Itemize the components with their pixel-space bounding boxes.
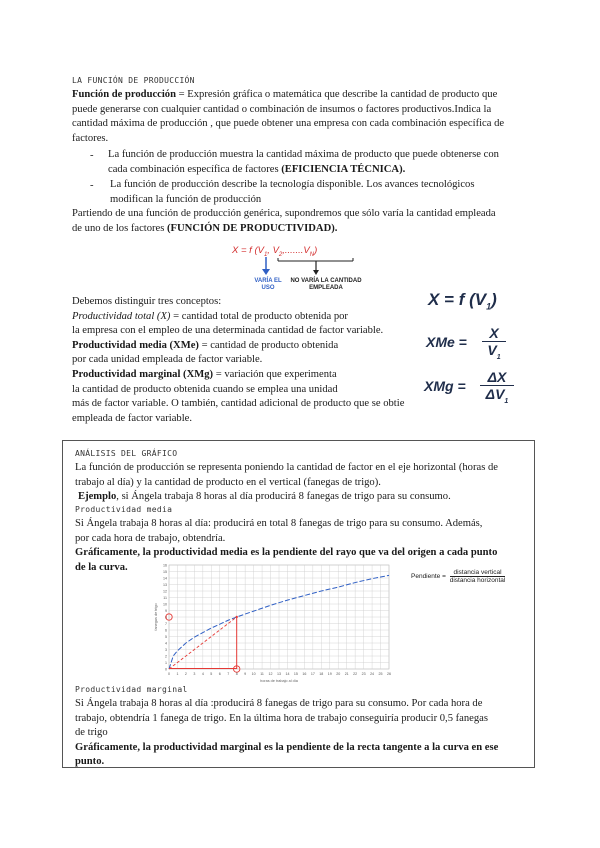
pmg-line2: la cantidad de producto obtenida cuando se emplea una unidad bbox=[72, 383, 338, 395]
y-tick-label: 5 bbox=[165, 634, 167, 639]
y-tick-label: 15 bbox=[163, 569, 167, 574]
box-p3-line2: trabajo, obtendría 1 fanega de trigo. En la última hora de trabajo conseguiría producir 0,5 fanegas bbox=[75, 712, 489, 724]
x-tick-label: 21 bbox=[344, 672, 349, 676]
section-heading: LA FUNCIÓN DE PRODUCCIÓN bbox=[72, 76, 195, 85]
f2-num: X bbox=[489, 325, 499, 341]
x-tick-label: 7 bbox=[227, 672, 230, 676]
y-tick-label: 6 bbox=[165, 628, 167, 633]
y-tick-label: 9 bbox=[165, 608, 167, 613]
box-heading-media: Productividad media bbox=[75, 505, 173, 514]
intro-line4: factores. bbox=[72, 132, 109, 144]
box-paragraph-1 bbox=[75, 461, 530, 505]
f3-densub: 1 bbox=[504, 397, 509, 405]
formula-arrows bbox=[228, 255, 368, 277]
f1-a: X = f bbox=[428, 290, 465, 309]
formula-marginal-fraction bbox=[480, 370, 514, 410]
f2-densub: 1 bbox=[496, 353, 501, 361]
x-tick-label: 12 bbox=[268, 672, 273, 676]
pt-term: Productividad total (X) bbox=[72, 310, 171, 322]
label-varia: VARÍA EL USO bbox=[254, 278, 282, 291]
f3-den: ΔV bbox=[485, 386, 505, 402]
production-chart bbox=[151, 559, 395, 683]
formula-expr: X = f (V bbox=[232, 245, 264, 256]
x-tick-label: 9 bbox=[244, 672, 247, 676]
y-tick-label: 16 bbox=[163, 563, 167, 568]
pmg-line4: empleada de factor variable. bbox=[72, 412, 192, 424]
box-heading-marginal: Productividad marginal bbox=[75, 685, 188, 694]
formulas-image bbox=[418, 286, 526, 414]
bullet-line1: La función de producción muestra la cantidad máxima de producto que puede obtenerse con bbox=[108, 149, 499, 160]
x-tick-label: 18 bbox=[319, 672, 324, 676]
pendiente-label: Pendiente = bbox=[411, 573, 446, 580]
box-p1-line1: La función de producción se representa poniendo la cantidad de factor en el eje horizontal (horas de bbox=[75, 462, 498, 473]
f3-num: ΔX bbox=[487, 369, 507, 385]
formula-sub1: 1 bbox=[263, 251, 268, 258]
box-p2-bold1: Gráficamente, la productividad media es la pendiente del rayo que va del origen a cada punto bbox=[75, 547, 498, 559]
y-tick-label: 1 bbox=[165, 660, 167, 665]
box-paragraph-3 bbox=[75, 697, 530, 770]
partiendo-bold: (FUNCIÓN DE PRODUCTIVIDAD). bbox=[167, 222, 338, 234]
f1-c: ) bbox=[491, 290, 497, 309]
x-tick-label: 10 bbox=[251, 672, 256, 676]
intro-term: Función de producción bbox=[72, 89, 176, 100]
x-tick-label: 24 bbox=[370, 672, 375, 676]
bullet-item bbox=[110, 178, 540, 207]
ejemplo-rest: , si Ángela trabaja 8 horas al día producirá 8 fanegas de trigo para su consumo. bbox=[116, 491, 451, 503]
pt-line2: la empresa con el empleo de una determinada cantidad de factor variable. bbox=[72, 325, 384, 337]
bullet-bold: (EFICIENCIA TÉCNICA). bbox=[281, 163, 406, 175]
box-p3-line3: de trigo bbox=[75, 727, 108, 739]
y-tick-label: 11 bbox=[163, 595, 167, 600]
pme-line2: por cada unidad empleada de factor variable. bbox=[72, 354, 263, 366]
y-tick-label: 12 bbox=[163, 589, 167, 594]
conceptos-intro: Debemos distinguir tres conceptos: bbox=[72, 296, 222, 307]
f2-den: V bbox=[487, 342, 497, 358]
pt-line1: = cantidad total de producto obtenida por bbox=[170, 310, 348, 322]
f2-a: XMe = bbox=[426, 334, 467, 350]
x-tick-label: 20 bbox=[336, 672, 341, 676]
x-tick-label: 6 bbox=[218, 672, 221, 676]
y-tick-label: 0 bbox=[165, 667, 167, 672]
f1-b: (V bbox=[469, 290, 487, 309]
pendiente-num: distancia vertical bbox=[453, 569, 502, 576]
x-tick-label: 8 bbox=[235, 672, 238, 676]
x-tick-label: 3 bbox=[193, 672, 196, 676]
formula-media bbox=[426, 334, 467, 350]
bullet-line1: La función de producción describe la tecnología disponible. Los avances tecnológicos bbox=[110, 179, 475, 190]
pendiente-formula bbox=[411, 569, 505, 584]
x-tick-label: 26 bbox=[387, 672, 391, 676]
highlight-point bbox=[235, 616, 237, 618]
box-p1-line2: trabajo al día) y la cantidad de producto en el vertical (fanegas de trigo). bbox=[75, 476, 381, 488]
pmg-line1: = variación que experimenta bbox=[213, 368, 337, 380]
formula-mid: , V bbox=[267, 245, 279, 256]
analysis-box bbox=[62, 440, 535, 768]
arrow-head-right bbox=[313, 270, 319, 275]
y-tick-label: 2 bbox=[165, 654, 167, 659]
formula-subn: N bbox=[309, 251, 315, 258]
x-tick-label: 15 bbox=[293, 672, 298, 676]
bullet-dash: - bbox=[90, 150, 94, 161]
formula-rest: ,.......V bbox=[282, 245, 310, 256]
box-p2-bold2: de la curva. bbox=[75, 561, 128, 573]
pmg-line3: más de factor variable. O también, cantidad adicional de producto que se obtie bbox=[72, 398, 405, 410]
f1-sub: 1 bbox=[486, 301, 492, 312]
pendiente-den: distancia horizontal bbox=[449, 577, 506, 584]
y-axis-label: fanegas de trigo bbox=[154, 603, 158, 631]
y-tick-label: 10 bbox=[163, 602, 167, 607]
bullet-line2: modifican la función de producción bbox=[110, 193, 262, 205]
bullet-dash: - bbox=[90, 180, 94, 191]
x-tick-label: 5 bbox=[210, 672, 213, 676]
formula-total bbox=[428, 290, 497, 311]
y-tick-label: 8 bbox=[165, 615, 167, 620]
intro-line1: = Expresión gráfica o matemática que describe la cantidad de producto que bbox=[176, 89, 498, 100]
ejemplo-term: Ejemplo bbox=[78, 491, 117, 503]
x-tick-label: 1 bbox=[176, 672, 179, 676]
intro-line3: cantidad máxima de producción , que puede obtener una empresa con cada combinación específica de bbox=[72, 118, 505, 130]
x-tick-label: 19 bbox=[327, 672, 332, 676]
box-heading-analisis: ANÁLISIS DEL GRÁFICO bbox=[75, 449, 178, 458]
arrow-head-left bbox=[262, 269, 270, 275]
y-tick-label: 14 bbox=[163, 576, 167, 581]
box-p3-line1: Si Ángela trabaja 8 horas al día :producirá 8 fanegas de trigo para su consumo. Por cada hora de bbox=[75, 698, 483, 709]
intro-paragraph bbox=[72, 88, 542, 146]
formula-marginal bbox=[424, 378, 466, 394]
label-no-varia: NO VARÍA LA CANTIDAD EMPLEADA bbox=[290, 278, 362, 291]
x-tick-label: 11 bbox=[260, 672, 264, 676]
x-tick-label: 13 bbox=[277, 672, 281, 676]
pendiente-fraction bbox=[450, 569, 506, 584]
formula-diagram bbox=[228, 245, 368, 297]
y-tick-label: 4 bbox=[165, 641, 167, 646]
pmg-term: Productividad marginal (XMg) bbox=[72, 368, 214, 380]
x-tick-label: 22 bbox=[353, 672, 358, 676]
x-tick-label: 14 bbox=[285, 672, 290, 676]
partiendo-line2: de uno de los factores bbox=[72, 222, 168, 234]
box-p3-bold1: Gráficamente, la productividad marginal es la pendiente de la recta tangente a la curva en ese bbox=[75, 741, 499, 753]
y-tick-label: 3 bbox=[165, 647, 167, 652]
x-axis-label: horas de trabajo al día bbox=[260, 679, 298, 683]
x-tick-label: 4 bbox=[201, 672, 204, 676]
x-tick-label: 0 bbox=[168, 672, 170, 676]
formula-close: ) bbox=[314, 245, 318, 256]
bullet-item bbox=[108, 148, 538, 177]
x-tick-label: 25 bbox=[378, 672, 383, 676]
f3-a: XMg = bbox=[424, 378, 466, 394]
formula-media-fraction bbox=[482, 326, 506, 366]
box-p2-line2: por cada hora de trabajo, obtendría. bbox=[75, 532, 226, 544]
partiendo-paragraph bbox=[72, 207, 542, 236]
partiendo-line1: Partiendo de una función de producción genérica, supondremos que sólo varía la cantidad empleada bbox=[72, 208, 496, 219]
x-tick-label: 17 bbox=[310, 672, 315, 676]
intro-line2: puede generarse con cualquier cantidad o combinación de insumos o factores productivos.Indica la bbox=[72, 103, 492, 115]
x-tick-label: 16 bbox=[302, 672, 307, 676]
y-tick-label: 13 bbox=[163, 582, 167, 587]
pme-term: Productividad media (XMe) bbox=[72, 339, 199, 351]
box-p3-bold2: punto. bbox=[75, 756, 105, 768]
pme-line1: = cantidad de producto obtenida bbox=[198, 339, 339, 351]
box-p2-line1: Si Ángela trabaja 8 horas al día: producirá en total 8 fanegas de trigo para su consumo. Además, bbox=[75, 518, 483, 529]
x-tick-label: 2 bbox=[184, 672, 187, 676]
formula-sub2: 2 bbox=[278, 251, 283, 258]
bullet-line2: cada combinación específica de factores bbox=[108, 163, 282, 175]
chart-grid bbox=[169, 565, 389, 669]
x-tick-label: 23 bbox=[361, 672, 366, 676]
y-tick-label: 7 bbox=[165, 621, 167, 626]
